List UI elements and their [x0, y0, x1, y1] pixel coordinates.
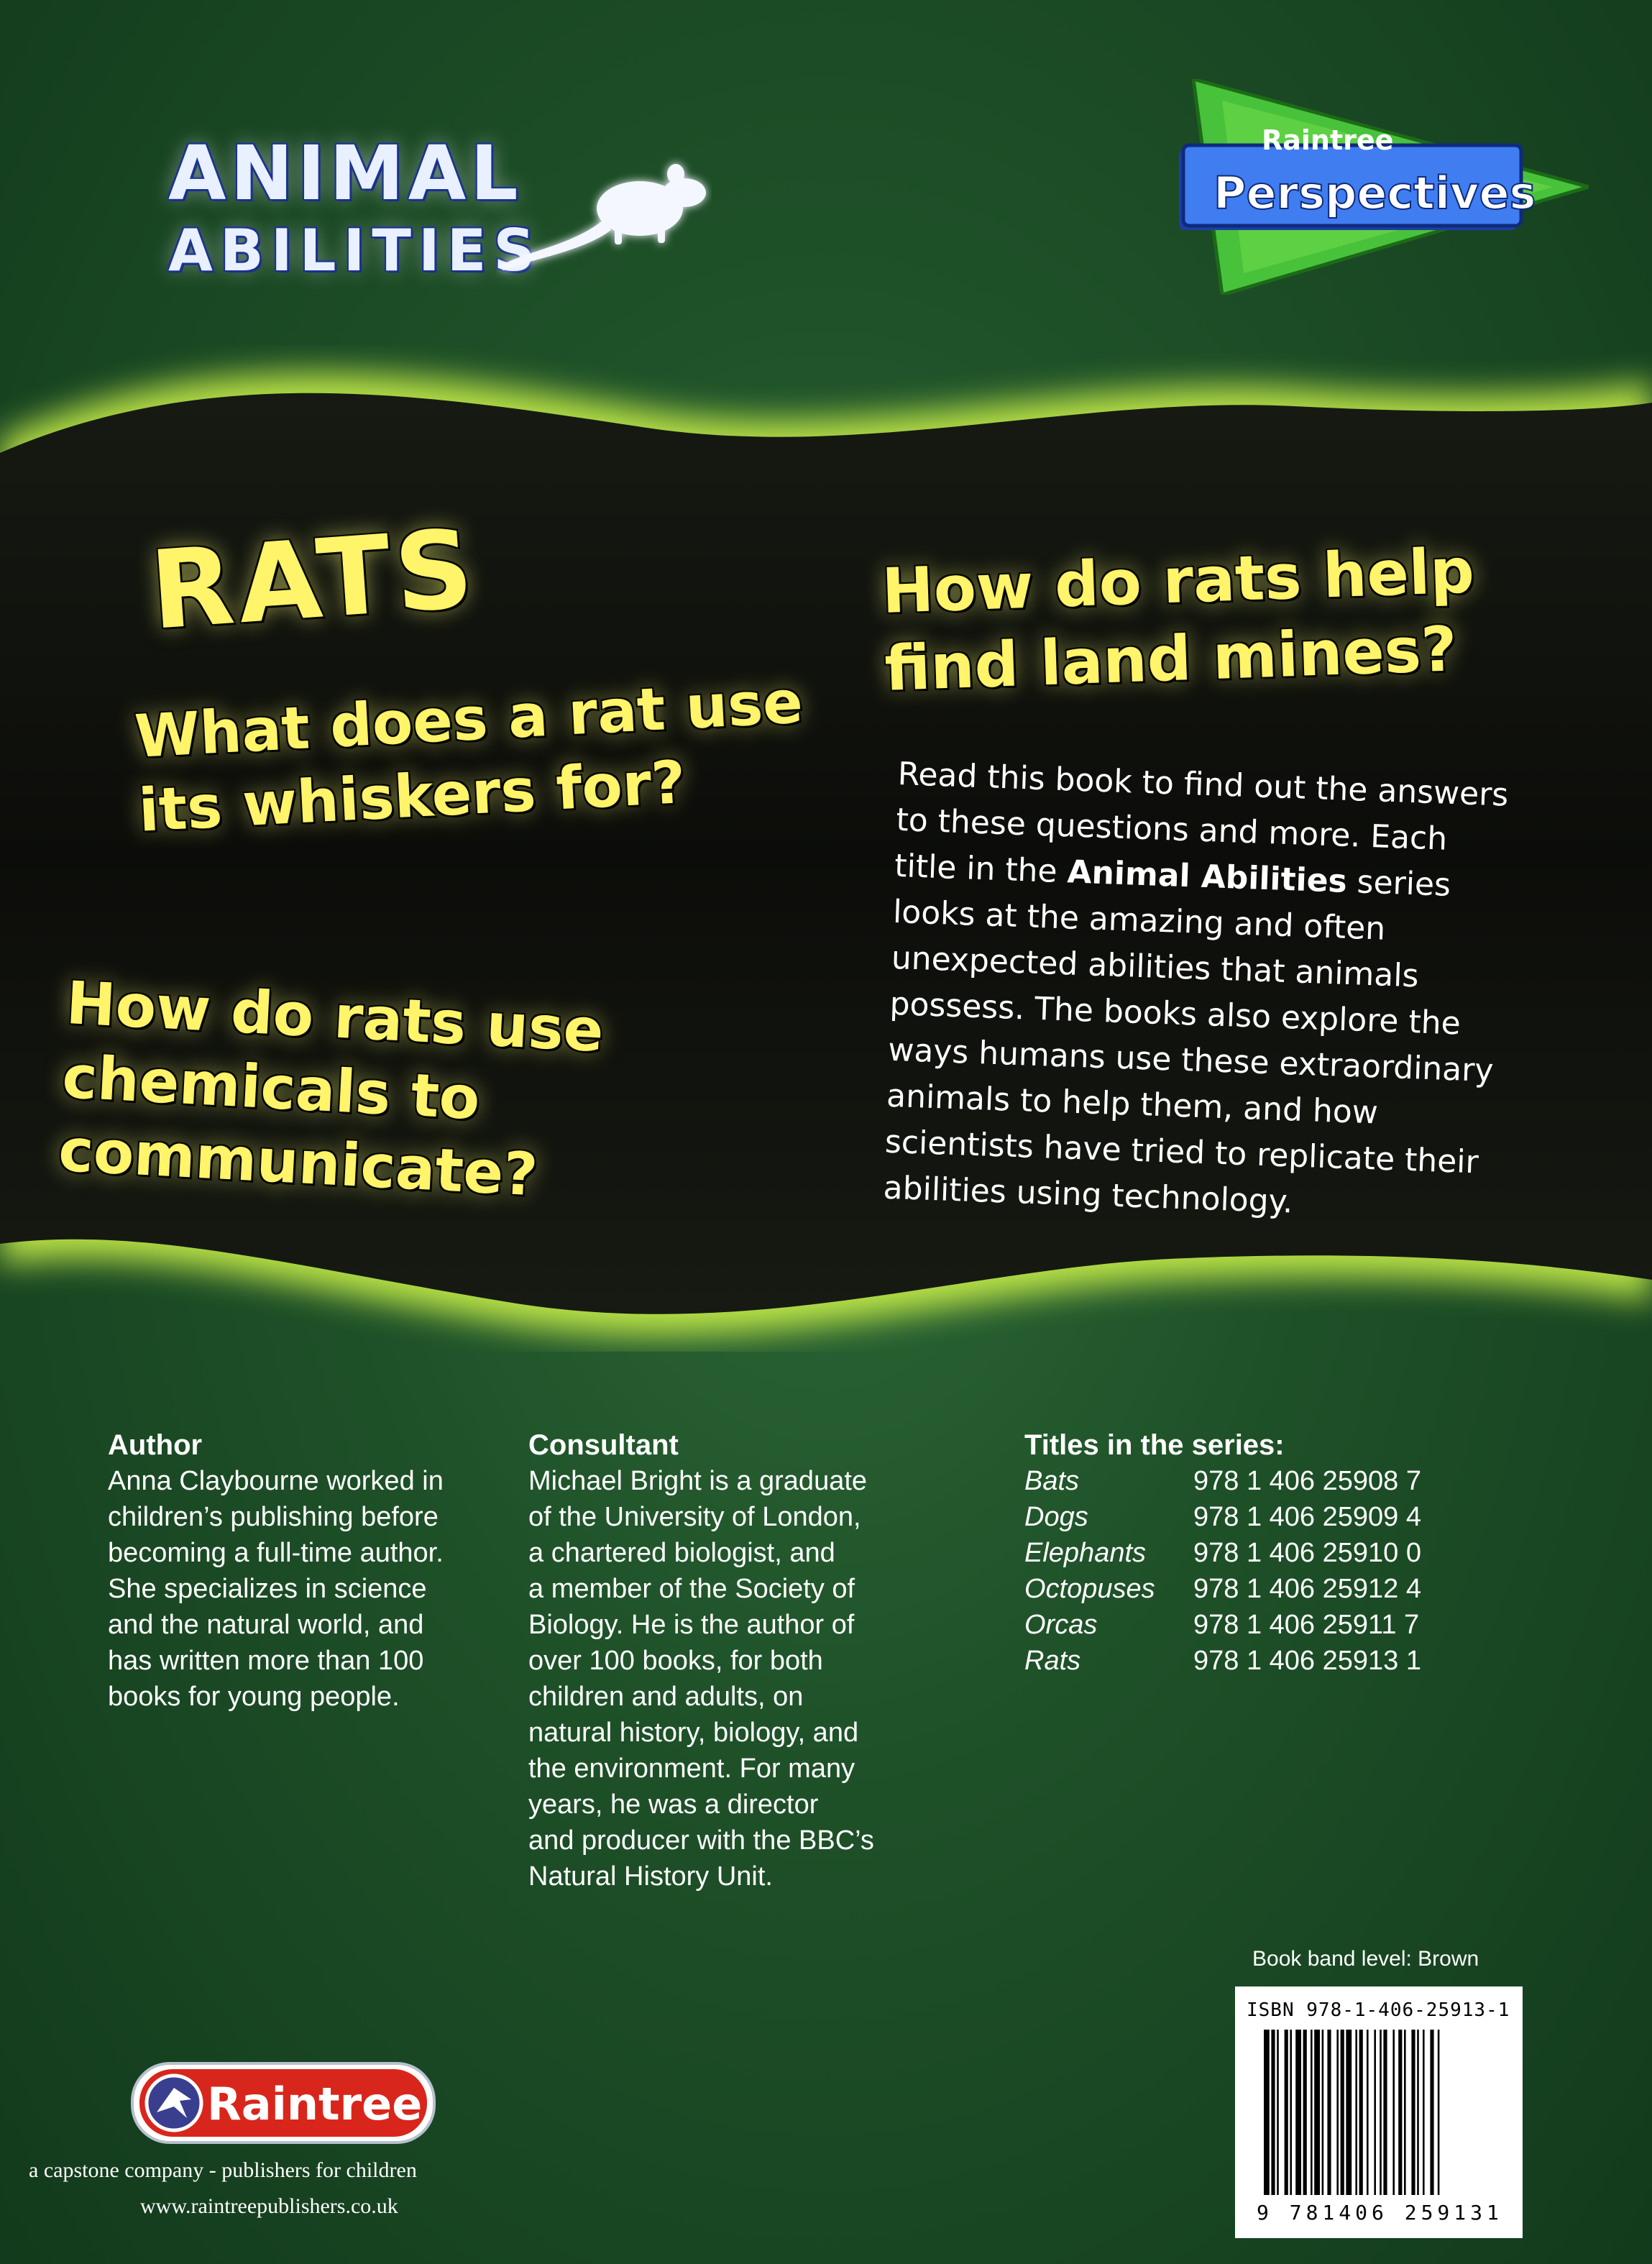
author-section — [108, 1427, 482, 1715]
barcode-bar — [1314, 2030, 1320, 2195]
barcode-bar — [1341, 2030, 1344, 2195]
barcode-bar — [1380, 2030, 1382, 2195]
series-row — [1024, 1535, 1421, 1571]
consultant-line: natural history, biology, and — [528, 1718, 859, 1748]
publisher-name: Raintree — [207, 2078, 423, 2130]
series-isbn: 978 1 406 25908 7 — [1193, 1466, 1421, 1496]
barcode-bar — [1327, 2030, 1331, 2195]
barcode-bars — [1264, 2030, 1501, 2202]
series-isbn: 978 1 406 25911 7 — [1193, 1610, 1420, 1640]
consultant-line: a member of the Society of — [528, 1574, 855, 1604]
series-title: Elephants — [1024, 1538, 1147, 1568]
barcode-bar — [1383, 2030, 1387, 2195]
author-line: books for young people. — [108, 1682, 400, 1712]
series-isbn: 978 1 406 25910 0 — [1193, 1538, 1421, 1568]
barcode-bar — [1336, 2030, 1339, 2195]
book-title: RATS — [146, 506, 482, 654]
barcode-bar — [1290, 2030, 1292, 2195]
series-logo-line2: ABILITIES — [168, 217, 542, 284]
series-row — [1024, 1463, 1421, 1499]
consultant-line: children and adults, on — [528, 1682, 804, 1712]
series-titles-section — [1024, 1427, 1528, 1679]
badge-bottom-text: Perspectives — [1213, 167, 1536, 219]
barcode-bar — [1355, 2030, 1357, 2195]
barcode-bar — [1303, 2030, 1307, 2195]
consultant-line: Natural History Unit. — [528, 1861, 773, 1892]
barcode-bar — [1311, 2030, 1313, 2195]
author-line: and the natural world, and — [108, 1610, 424, 1640]
series-logo-line1: ANIMAL — [168, 129, 523, 217]
consultant-section — [528, 1427, 917, 1894]
barcode-bar — [1374, 2030, 1376, 2195]
barcode-bar — [1367, 2030, 1369, 2195]
raintree-publisher-logo — [129, 2056, 439, 2150]
blurb-text — [883, 751, 1517, 1233]
barcode-bar — [1322, 2030, 1324, 2195]
barcode-bar — [1411, 2030, 1415, 2195]
consultant-heading: Consultant — [528, 1429, 679, 1461]
consultant-line: a chartered biologist, and — [528, 1538, 835, 1568]
question-whiskers: What does a rat use its whiskers for? — [133, 668, 804, 845]
badge-top-text: Raintree — [1262, 124, 1394, 156]
author-line: becoming a full-time author. — [108, 1538, 444, 1568]
consultant-line: of the University of London, — [528, 1502, 861, 1532]
author-line: has written more than 100 — [108, 1646, 424, 1676]
consultant-line: over 100 books, for both — [528, 1646, 823, 1676]
series-titles-table — [1024, 1463, 1421, 1679]
barcode-bar — [1392, 2030, 1395, 2195]
barcode-bar — [1438, 2030, 1440, 2195]
consultant-line: Michael Bright is a graduate — [528, 1466, 868, 1496]
barcode-label — [1235, 1986, 1523, 2238]
series-title: Dogs — [1024, 1502, 1088, 1532]
barcode-bar — [1264, 2030, 1270, 2195]
barcode-bar — [1398, 2030, 1402, 2195]
consultant-line: the environment. For many — [528, 1754, 855, 1784]
author-line: Anna Claybourne worked in — [108, 1466, 444, 1496]
blurb-part2: series looks at the amazing and often unexpected abilities that animals possess. The books also explore the ways humans use these extraordinary animals to help them, and how scientists have tried to replicate their abilities using technology. — [882, 863, 1495, 1221]
rat-silhouette-icon — [496, 151, 712, 280]
barcode-bar — [1285, 2030, 1288, 2195]
consultant-line: and producer with the BBC’s — [528, 1825, 874, 1856]
blurb-part1: Read this book to find out the answers to these questions and more. Each title in the — [894, 755, 1510, 891]
blurb-series-name: Animal Abilities — [1066, 853, 1348, 900]
consultant-line: years, he was a director — [528, 1789, 819, 1820]
series-isbn: 978 1 406 25909 4 — [1193, 1502, 1421, 1532]
series-isbn: 978 1 406 25912 4 — [1193, 1574, 1421, 1604]
series-title: Bats — [1024, 1466, 1080, 1496]
question-land-mines: How do rats help find land mines? — [881, 535, 1476, 705]
barcode-bar — [1417, 2030, 1419, 2195]
barcode-bar — [1271, 2030, 1275, 2195]
barcode-bar — [1359, 2030, 1363, 2195]
barcode-bar — [1295, 2030, 1301, 2195]
book-band-level: Book band level: Brown — [1252, 1947, 1479, 1971]
question-chemicals: How do rats use chemicals to communicate? — [57, 968, 605, 1210]
series-row — [1024, 1643, 1421, 1679]
publisher-url: www.raintreepublishers.co.uk — [140, 2194, 398, 2218]
series-titles-heading: Titles in the series: — [1024, 1429, 1285, 1461]
barcode-bar — [1346, 2030, 1352, 2195]
series-logo — [165, 129, 712, 295]
barcode-bar — [1430, 2030, 1433, 2195]
series-title: Octopuses — [1024, 1574, 1155, 1604]
isbn-label: ISBN 978-1-406-25913-1 — [1247, 1999, 1510, 2021]
series-isbn: 978 1 406 25913 1 — [1193, 1646, 1421, 1676]
publisher-tagline: a capstone company - publishers for children — [29, 2158, 417, 2182]
consultant-line: Biology. He is the author of — [528, 1610, 855, 1640]
barcode-bar — [1423, 2030, 1425, 2195]
series-row — [1024, 1499, 1421, 1535]
author-line: She specializes in science — [108, 1574, 427, 1604]
barcode-bar — [1277, 2030, 1279, 2195]
series-row — [1024, 1607, 1421, 1643]
series-title: Orcas — [1024, 1610, 1098, 1640]
author-heading: Author — [108, 1429, 203, 1461]
author-line: children’s publishing before — [108, 1502, 439, 1532]
barcode-bar — [1404, 2030, 1406, 2195]
series-row — [1024, 1571, 1421, 1607]
raintree-perspectives-badge — [1179, 79, 1589, 295]
barcode-digits: 9 781406 259131 — [1257, 2201, 1503, 2224]
series-title: Rats — [1024, 1646, 1081, 1676]
